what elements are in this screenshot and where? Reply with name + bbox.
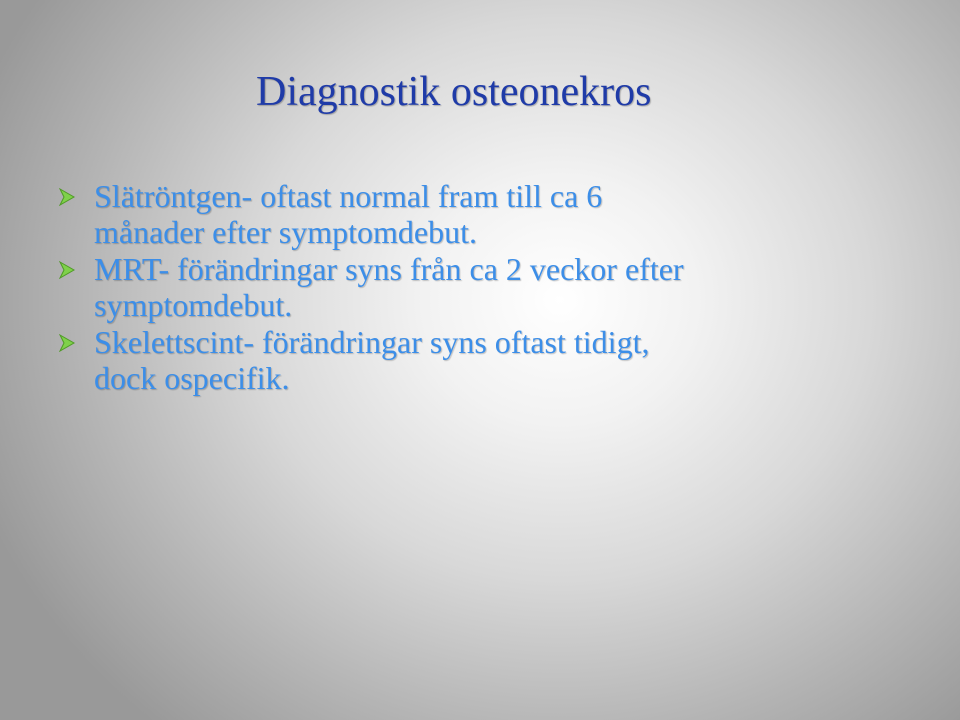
arrowhead-bullet-icon xyxy=(58,188,76,206)
slide-title: Diagnostik osteonekros xyxy=(256,69,652,115)
bullet-item xyxy=(58,251,698,323)
bullet-list xyxy=(58,178,698,397)
arrowhead-bullet-icon xyxy=(58,261,76,279)
bullet-text: Slätröntgen- oftast normal fram till ca 6 månader efter symptomdebut. xyxy=(94,178,603,250)
bullet-item xyxy=(58,324,698,396)
arrowhead-bullet-icon xyxy=(58,334,76,352)
bullet-item xyxy=(58,178,698,250)
bullet-text: Skelettscint- förändringar syns oftast tidigt, dock ospecifik. xyxy=(94,324,650,396)
bullet-text: MRT- förändringar syns från ca 2 veckor efter symptomdebut. xyxy=(94,251,684,323)
